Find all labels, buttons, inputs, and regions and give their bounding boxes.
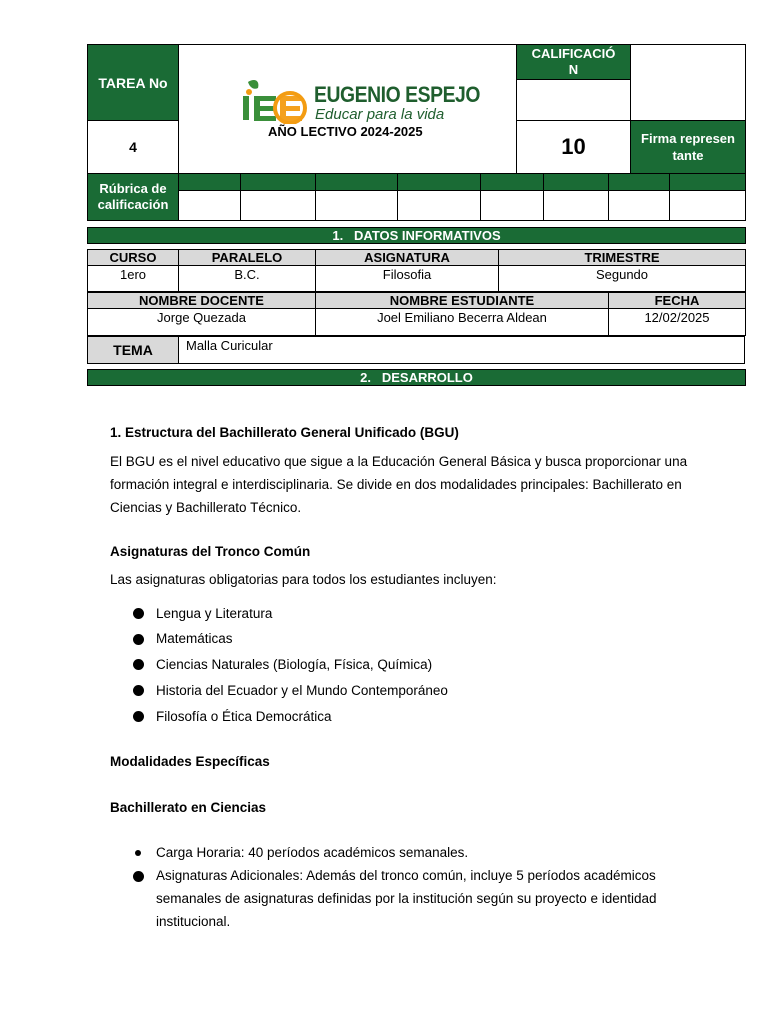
rubrica-cell-4 (397, 190, 481, 221)
rubrica-head-4 (397, 173, 481, 191)
fecha-label: FECHA (608, 292, 746, 309)
docente-label: NOMBRE DOCENTE (87, 292, 316, 309)
tarea-label: TAREA No (87, 44, 179, 121)
tarea-value: 4 (87, 120, 179, 174)
firma-label-text: Firma representante (641, 131, 735, 163)
list-item: Lengua y Literatura (156, 606, 273, 621)
estudiante-value: Joel Emiliano Becerra Aldean (315, 308, 609, 336)
curso-value: 1ero (87, 265, 179, 292)
firma-label (630, 120, 746, 174)
calificacion-label (516, 44, 631, 80)
content-heading-2: Asignaturas del Tronco Común (110, 544, 311, 559)
bullet-icon (135, 850, 141, 856)
calificacion-label-text: CALIFICACIÓN (531, 46, 616, 77)
firma-space (630, 44, 746, 121)
rubrica-cell-3 (315, 190, 398, 221)
list-item: Matemáticas (156, 631, 233, 646)
rubrica-cell-2 (240, 190, 316, 221)
curso-label: CURSO (87, 249, 179, 266)
rubrica-head-7 (608, 173, 670, 191)
anio-lectivo: AÑO LECTIVO 2024-2025 (268, 124, 423, 139)
section1-title: 1. DATOS INFORMATIVOS (87, 227, 746, 244)
paralelo-value: B.C. (178, 265, 316, 292)
bullet-icon (133, 659, 144, 670)
rubrica-cell-8 (669, 190, 746, 221)
bullet-icon (133, 634, 144, 645)
content-paragraph-1: El BGU es el nivel educativo que sigue a la Educación General Básica y busca proporcionar una formación integral e interdisciplinaria. Se divide en dos modalidades principales: Bachillerato en Ciencias y Bachillerato Técnico. (110, 454, 688, 515)
bullet-icon (133, 711, 144, 722)
rubrica-cell-7 (608, 190, 670, 221)
bullet-icon (133, 608, 144, 619)
content-heading-3: Modalidades Específicas (110, 754, 270, 769)
logo-tagline: Educar para la vida (315, 106, 445, 123)
rubrica-head-1 (178, 173, 241, 191)
rubrica-cell-6 (543, 190, 609, 221)
rubrica-head-2 (240, 173, 316, 191)
bullet-icon (133, 685, 144, 696)
calificacion-value: 10 (516, 120, 631, 174)
section2-title: 2. DESARROLLO (87, 369, 746, 386)
rubrica-head-8 (669, 173, 746, 191)
list-item: Historia del Ecuador y el Mundo Contemporáneo (156, 683, 448, 698)
estudiante-label: NOMBRE ESTUDIANTE (315, 292, 609, 309)
rubrica-head-3 (315, 173, 398, 191)
tema-label: TEMA (87, 336, 179, 364)
trimestre-value: Segundo (498, 265, 746, 292)
docente-value: Jorge Quezada (87, 308, 316, 336)
list-item: Filosofía o Ética Democrática (156, 709, 332, 724)
calificacion-empty (516, 79, 631, 121)
rubrica-head-5 (480, 173, 544, 191)
list-item: Carga Horaria: 40 períodos académicos semanales. (156, 845, 469, 860)
content-heading-1: 1. Estructura del Bachillerato General Unificado (BGU) (110, 425, 459, 440)
rubrica-cell-1 (178, 190, 241, 221)
fecha-value: 12/02/2025 (608, 308, 746, 336)
asignatura-value: Filosofia (315, 265, 499, 292)
asignatura-label: ASIGNATURA (315, 249, 499, 266)
bullet-icon (133, 871, 144, 882)
trimestre-label: TRIMESTRE (498, 249, 746, 266)
content-heading-4: Bachillerato en Ciencias (110, 800, 267, 815)
paralelo-label: PARALELO (178, 249, 316, 266)
content-paragraph-2: Las asignaturas obligatorias para todos los estudiantes incluyen: (110, 572, 497, 587)
logo-name: EUGENIO ESPEJO (314, 82, 480, 107)
list-item: Asignaturas Adicionales: Además del tronco común, incluye 5 períodos académicos semanales de asignaturas definidas por la institución según su proyecto e identidad institucional. (156, 868, 657, 929)
rubrica-head-6 (543, 173, 609, 191)
list-item: Ciencias Naturales (Biología, Física, Química) (156, 657, 433, 672)
rubrica-label-text: Rúbrica de calificación (97, 181, 169, 212)
rubrica-label (87, 173, 179, 221)
rubrica-cell-5 (480, 190, 544, 221)
tema-value: Malla Curicular (178, 336, 745, 364)
